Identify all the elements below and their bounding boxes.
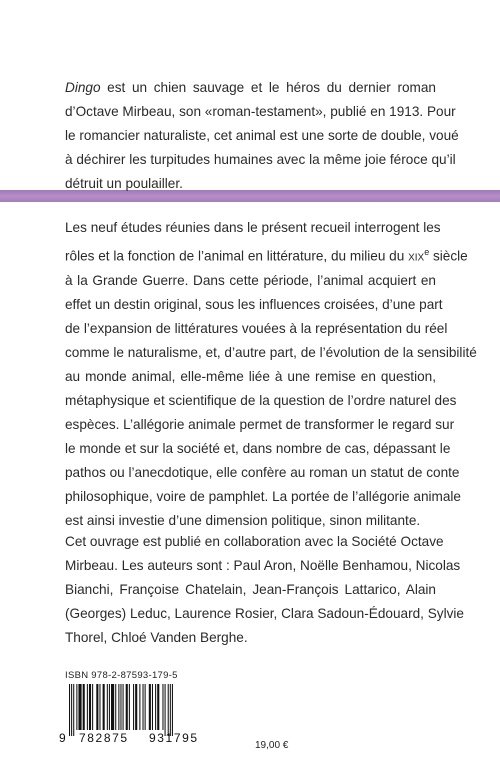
barcode-bar bbox=[89, 684, 91, 730]
barcode-bar bbox=[120, 684, 121, 730]
barcode-bar bbox=[170, 684, 171, 736]
barcode-bar bbox=[165, 684, 166, 736]
barcode-bar bbox=[126, 684, 128, 730]
barcode-bar bbox=[109, 684, 110, 730]
barcode-bar bbox=[87, 684, 88, 730]
barcode-bar bbox=[168, 684, 169, 736]
barcode-bar bbox=[92, 684, 93, 730]
barcode-bar bbox=[111, 684, 114, 730]
barcode-bar bbox=[145, 684, 146, 730]
barcode-bar bbox=[129, 684, 130, 730]
barcode-bar bbox=[172, 684, 173, 736]
barcode-bar bbox=[135, 684, 137, 730]
barcode-bar bbox=[99, 684, 100, 730]
barcode-bar bbox=[83, 684, 85, 730]
barcode-digits-left: 782875 bbox=[79, 731, 129, 744]
barcode-bar bbox=[107, 684, 108, 730]
barcode bbox=[57, 684, 227, 744]
isbn-label: ISBN 978-2-87593-179-5 bbox=[65, 670, 178, 681]
barcode-bar bbox=[133, 684, 134, 730]
paragraph-intro: Dingo est un chien sauvage et le héros du dernier roman d’Octave Mirbeau, son «roman-testament», publié en 1913. Pour le romancier naturaliste, cet animal est une sorte de double, voué à déchirer les turpitudes humaines avec la même joie féroce qu’il détruit un poulailler. bbox=[65, 80, 459, 191]
barcode-digits-right: 931795 bbox=[149, 731, 199, 744]
barcode-bar bbox=[152, 684, 153, 730]
paragraph-studies: Les neuf études réunies dans le présent recueil interrogent les rôles et la fonction de l’animal en littérature, du milieu du xix$^e$ siècle à la Grande Guerre. Dans cette période, l’animal acquiert en effet un destin original, sous les influences croisées, d’une part de l’expansion de littératures vouées à la représentation du réel comme le naturalisme, et, d’autre part, de l’évolution de la sensibilité au monde animal, elle-même liée à une remise en question, métaphysique et scientifique de la question de l’ordre naturel des espèces. L’allégorie animale permet de transformer le regard sur le monde et sur la société et, dans nombre de cas, dépassant le pathos ou l’anecdotique, elle confère au roman un statut de conte philosophique, voire de pamphlet. La portée de l’allégorie animale est ainsi investie d’une dimension politique, sinon militante. bbox=[65, 220, 477, 528]
barcode-bar bbox=[123, 684, 124, 730]
barcode-bar bbox=[96, 684, 98, 730]
barcode-bar bbox=[149, 684, 151, 730]
barcode-bar bbox=[76, 684, 77, 730]
barcode-bar bbox=[78, 684, 81, 730]
barcode-bar bbox=[143, 684, 144, 730]
book-title-italic: Dingo bbox=[65, 80, 101, 95]
barcode-bar bbox=[69, 684, 70, 736]
paragraph-collaboration: Cet ouvrage est publié en collaboration avec la Société Octave Mirbeau. Les auteurs sont : Paul Aron, Noëlle Benhamou, Nicolas Bianchi, Françoise Chatelain, Jean-François Lattarico, Alain (Georges) Leduc, Laurence Rosier, Clara Sadoun-Édouard, Sylvie Thorel, Chloé Vanden Berghe. bbox=[65, 534, 464, 645]
barcode-bar bbox=[118, 684, 119, 730]
barcode-bar bbox=[155, 684, 156, 730]
barcode-bar bbox=[139, 684, 140, 730]
barcode-bar bbox=[162, 684, 163, 730]
barcode-bar bbox=[157, 684, 159, 730]
barcode-digit-first: 9 bbox=[59, 731, 66, 744]
barcode-bar bbox=[71, 684, 72, 736]
barcode-bars bbox=[69, 684, 173, 736]
price: 19,00 € bbox=[255, 740, 289, 751]
barcode-bar bbox=[103, 684, 105, 730]
barcode-bar bbox=[73, 684, 74, 736]
barcode-bar bbox=[115, 684, 116, 730]
